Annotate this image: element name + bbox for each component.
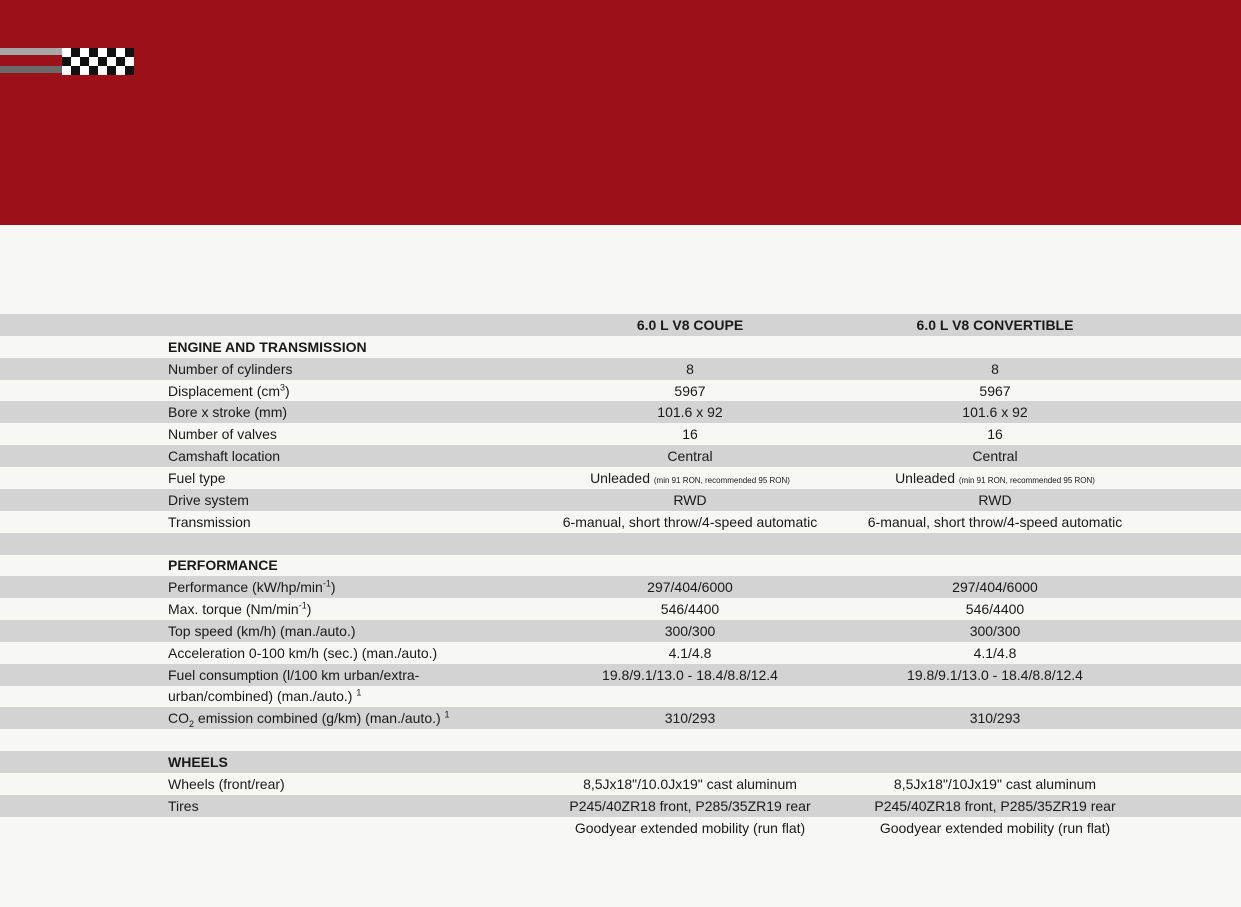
wheels-section-title: WHEELS: [168, 754, 228, 770]
spec-row: [0, 467, 1241, 489]
coupe-value-text: 16: [682, 426, 698, 443]
convertible-value: [845, 423, 1145, 445]
column-header-convertible: 6.0 L V8 CONVERTIBLE: [916, 317, 1074, 333]
wheels-section-heading: [0, 751, 1241, 773]
coupe-value-text: Unleaded: [590, 469, 650, 486]
convertible-value-text: 4.1/4.8: [973, 644, 1017, 661]
column-header-row: [0, 314, 1241, 336]
spec-label: [168, 358, 293, 380]
spec-label-text: Bore x stroke (mm): [168, 404, 288, 421]
coupe-value: [540, 511, 840, 533]
coupe-value: [540, 598, 840, 620]
coupe-value: [540, 620, 840, 642]
convertible-value: [845, 576, 1145, 598]
spec-row: [0, 576, 1241, 598]
coupe-value: [540, 380, 840, 402]
coupe-value-text: Central: [667, 448, 713, 465]
spec-label-text: Camshaft location: [168, 448, 281, 465]
spec-label-text: Drive system: [168, 491, 249, 508]
spacer-row: [0, 533, 1241, 555]
spacer-row: [0, 729, 1241, 751]
coupe-value-text: 8: [686, 360, 694, 377]
spec-label: [168, 642, 437, 664]
coupe-value-text: 4.1/4.8: [668, 644, 712, 661]
coupe-value-text: Goodyear extended mobility (run flat): [574, 819, 806, 836]
convertible-value-note: (min 91 RON, recommended 95 RON): [958, 475, 1095, 485]
spec-label-end: emission combined (g/km) (man./auto.): [194, 710, 445, 727]
convertible-value-text: 16: [987, 426, 1003, 443]
coupe-value-text: 8,5Jx18"/10.0Jx19" cast aluminum: [583, 775, 797, 792]
spec-label: [168, 511, 251, 533]
coupe-value: [540, 423, 840, 445]
spec-label: [168, 685, 361, 707]
coupe-value: [540, 489, 840, 511]
convertible-value: [845, 773, 1145, 795]
convertible-value: [845, 358, 1145, 380]
convertible-value-text: 5967: [979, 382, 1011, 399]
coupe-value-text: 6-manual, short throw/4-speed automatic: [562, 513, 818, 530]
convertible-value: [845, 401, 1145, 423]
spec-row: [0, 773, 1241, 795]
coupe-value: [540, 773, 840, 795]
spec-row: [0, 511, 1241, 533]
coupe-value-text: 300/300: [664, 622, 716, 639]
convertible-value: [845, 642, 1145, 664]
superscript: 1: [444, 709, 450, 720]
spec-label-text: Max. torque (Nm/min: [168, 601, 299, 618]
convertible-value-text: 310/293: [969, 710, 1021, 727]
spec-row: [0, 489, 1241, 511]
spec-label: [168, 423, 277, 445]
convertible-value: [845, 664, 1145, 686]
convertible-value: [845, 445, 1145, 467]
convertible-value: [845, 380, 1145, 402]
convertible-value: [845, 620, 1145, 642]
convertible-value-text: Goodyear extended mobility (run flat): [879, 819, 1111, 836]
spec-label: [168, 489, 249, 511]
spec-label-text: Fuel consumption (l/100 km urban/extra-: [168, 666, 420, 683]
spec-row: [0, 380, 1241, 402]
superscript: 1: [356, 687, 362, 698]
convertible-value-text: 101.6 x 92: [962, 404, 1028, 421]
spec-label: [168, 576, 336, 598]
superscript: -1: [298, 600, 307, 611]
convertible-value-text: Unleaded: [895, 469, 955, 486]
coupe-value: [540, 576, 840, 598]
coupe-value-text: 101.6 x 92: [657, 404, 723, 421]
column-header-coupe: 6.0 L V8 COUPE: [636, 317, 744, 333]
coupe-value-note: (min 91 RON, recommended 95 RON): [653, 475, 790, 485]
spec-label-end: ): [306, 601, 312, 618]
coupe-value: [540, 445, 840, 467]
spec-label: [168, 467, 226, 489]
spec-label-text: Displacement (cm: [168, 382, 281, 399]
convertible-value: [845, 511, 1145, 533]
spec-row: [0, 795, 1241, 817]
convertible-value-text: P245/40ZR18 front, P285/35ZR19 rear: [874, 797, 1116, 814]
spec-row: [0, 598, 1241, 620]
convertible-value-text: 300/300: [969, 622, 1021, 639]
convertible-value-text: 297/404/6000: [952, 579, 1038, 596]
spec-row: [0, 685, 1241, 707]
coupe-value: [540, 401, 840, 423]
spec-label-text: Top speed (km/h) (man./auto.): [168, 622, 356, 639]
engine-section-title: ENGINE AND TRANSMISSION: [168, 338, 367, 355]
spec-row: [0, 445, 1241, 467]
spec-label: [168, 598, 311, 620]
superscript: -1: [322, 578, 331, 589]
convertible-value-text: 8: [991, 360, 999, 377]
spec-label-text: urban/combined) (man./auto.): [168, 688, 357, 705]
spec-label-text: Number of valves: [168, 426, 277, 443]
spec-label-text: Fuel type: [168, 469, 226, 486]
convertible-value-text: 8,5Jx18"/10Jx19" cast aluminum: [893, 775, 1097, 792]
engine-section-heading: [0, 336, 1241, 358]
spec-row: [0, 358, 1241, 380]
coupe-value: [540, 707, 840, 729]
spec-row: [0, 664, 1241, 686]
coupe-value-text: 19.8/9.1/13.0 - 18.4/8.8/12.4: [602, 666, 778, 683]
convertible-value-text: 19.8/9.1/13.0 - 18.4/8.8/12.4: [907, 666, 1083, 683]
spec-label-text: Wheels (front/rear): [168, 775, 285, 792]
spec-label: [168, 795, 199, 817]
convertible-value-text: 6-manual, short throw/4-speed automatic: [867, 513, 1123, 530]
coupe-value-text: 297/404/6000: [647, 579, 733, 596]
spec-row: [0, 642, 1241, 664]
spec-row: [0, 620, 1241, 642]
spec-label-text: Tires: [168, 797, 199, 814]
coupe-value: [540, 817, 840, 839]
convertible-value: [845, 795, 1145, 817]
spec-row: [0, 817, 1241, 839]
spec-label: [168, 707, 450, 729]
spec-label: [168, 445, 280, 467]
coupe-value-text: 546/4400: [660, 601, 720, 618]
spec-row: [0, 401, 1241, 423]
convertible-value-text: RWD: [978, 491, 1012, 508]
spec-label-text: Acceleration 0-100 km/h (sec.) (man./auto.): [168, 644, 438, 661]
convertible-value-text: Central: [972, 448, 1018, 465]
spec-label-text: Number of cylinders: [168, 360, 293, 377]
spec-label-end: ): [330, 579, 336, 596]
spec-label: [168, 620, 356, 642]
convertible-value: [845, 598, 1145, 620]
performance-section-title: PERFORMANCE: [168, 557, 278, 574]
coupe-value-text: RWD: [673, 491, 707, 508]
checkered-flag-icon: [0, 47, 134, 75]
spec-label-text: CO: [168, 710, 189, 727]
spec-row: [0, 707, 1241, 729]
spec-label: [168, 773, 285, 795]
convertible-value: [845, 707, 1145, 729]
convertible-value: [845, 817, 1145, 839]
coupe-value: [540, 642, 840, 664]
spec-row: [0, 423, 1241, 445]
spec-label-text: Performance (kW/hp/min: [168, 579, 323, 596]
spec-label-end: ): [285, 382, 290, 399]
coupe-value-text: P245/40ZR18 front, P285/35ZR19 rear: [569, 797, 811, 814]
convertible-value-text: 546/4400: [965, 601, 1025, 618]
spec-label: [168, 380, 290, 402]
convertible-value: [845, 489, 1145, 511]
header-banner: [0, 0, 1241, 225]
coupe-value-text: 5967: [674, 382, 706, 399]
performance-section-heading: [0, 554, 1241, 576]
subscript: 2: [189, 719, 195, 730]
spec-label-text: Transmission: [168, 513, 251, 530]
coupe-value: [540, 358, 840, 380]
coupe-value-text: 310/293: [664, 710, 716, 727]
coupe-value: [540, 795, 840, 817]
spec-label: [168, 401, 287, 423]
coupe-value: [540, 664, 840, 686]
spec-label: [168, 664, 419, 686]
superscript: 3: [280, 381, 286, 392]
